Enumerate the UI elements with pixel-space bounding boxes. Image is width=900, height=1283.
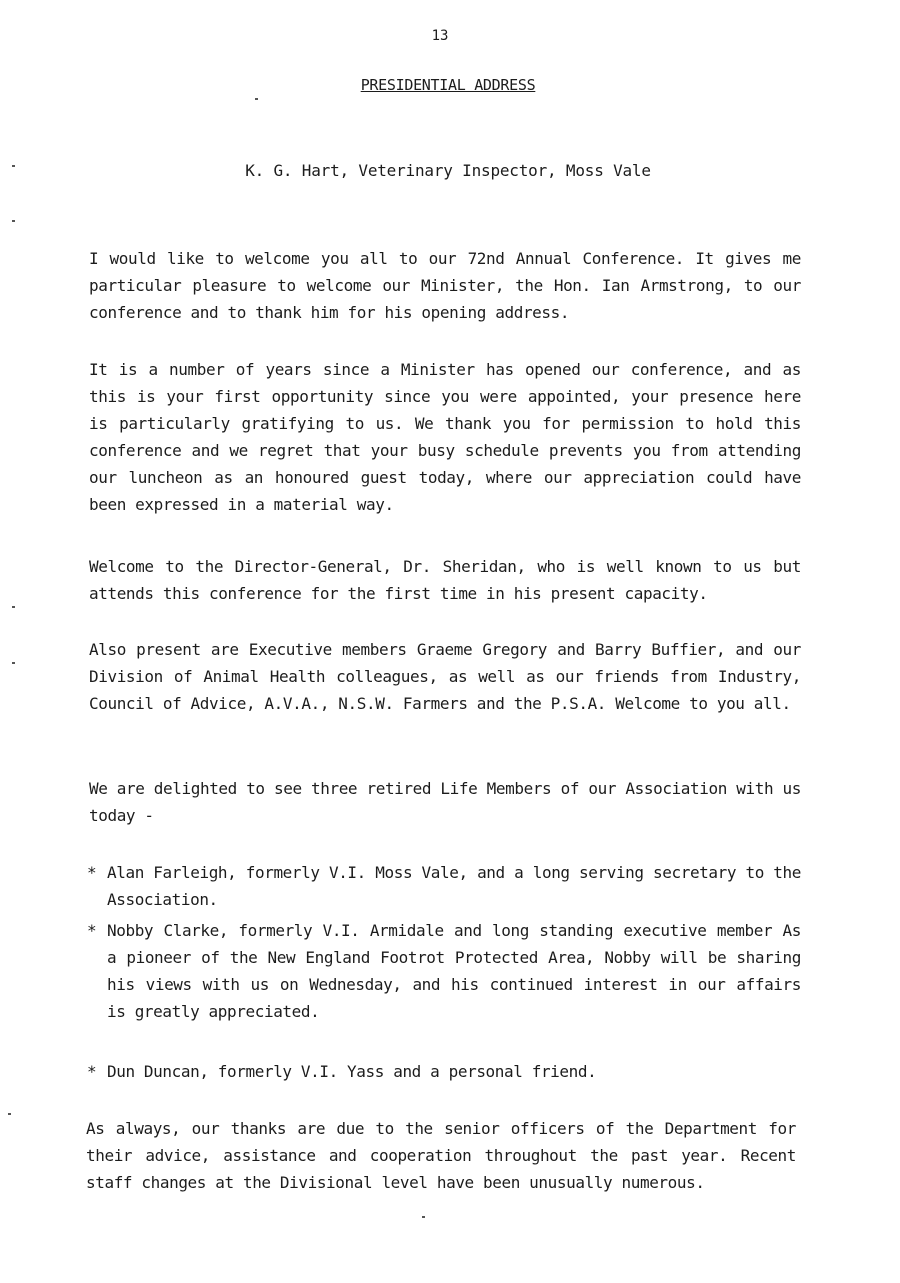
bullet-list-item (87, 917, 801, 1025)
paragraph-thanks: As always, our thanks are due to the senior officers of the Department for their advice, assistance and cooperation throughout the past year. Recent staff changes at the Divisional level have been unusually numerous. (86, 1119, 796, 1192)
asterisk-bullet-icon: * (87, 921, 97, 940)
scan-speck (8, 1113, 11, 1115)
paragraph-minister: It is a number of years since a Minister has opened our conference, and as this is your first opportunity since you were appointed, your presence here is particularly gratifying to us. We thank you for permission to hold this conference and we regret that your busy schedule prevents you from attending our luncheon as an honoured guest today, where our appreciation could have been expressed in a material way. (89, 360, 801, 514)
scan-speck (12, 165, 15, 167)
scan-speck (255, 98, 258, 100)
paragraph-also-present: Also present are Executive members Graeme Gregory and Barry Buffier, and our Division of Animal Health colleagues, as well as our friends from Industry, Council of Advice, A.V.A., N.S.W. Farmers and the P.S.A. Welcome to you all. (89, 640, 801, 713)
author-line: K. G. Hart, Veterinary Inspector, Moss Vale (245, 161, 651, 180)
bullet-list-item (87, 1058, 801, 1085)
scan-speck (422, 1216, 425, 1218)
paragraph-director-general: Welcome to the Director-General, Dr. Sheridan, who is well known to us but attends this conference for the first time in his present capacity. (89, 557, 801, 603)
bullet-list-item (87, 859, 801, 913)
asterisk-bullet-icon: * (87, 863, 97, 882)
scan-speck (12, 606, 15, 608)
asterisk-bullet-icon: * (87, 1062, 97, 1081)
page-number: 13 (431, 28, 449, 44)
bullet-text-clarke: Nobby Clarke, formerly V.I. Armidale and long standing executive member As a pioneer of the New England Footrot Protected Area, Nobby will be sharing his views with us on Wednesday, and his continued interest in our affairs is greatly appreciated. (107, 921, 801, 1021)
bullet-text-duncan: Dun Duncan, formerly V.I. Yass and a personal friend. (107, 1062, 597, 1081)
scan-speck (12, 220, 15, 222)
document-title: PRESIDENTIAL ADDRESS (360, 76, 536, 94)
paragraph-welcome: I would like to welcome you all to our 72nd Annual Conference. It gives me particular pleasure to welcome our Minister, the Hon. Ian Armstrong, to our conference and to thank him for his opening address. (89, 249, 801, 322)
scan-speck (12, 662, 15, 664)
paragraph-life-members: We are delighted to see three retired Life Members of our Association with us today - (89, 779, 801, 825)
bullet-text-farleigh: Alan Farleigh, formerly V.I. Moss Vale, and a long serving secretary to the Association. (107, 863, 801, 909)
